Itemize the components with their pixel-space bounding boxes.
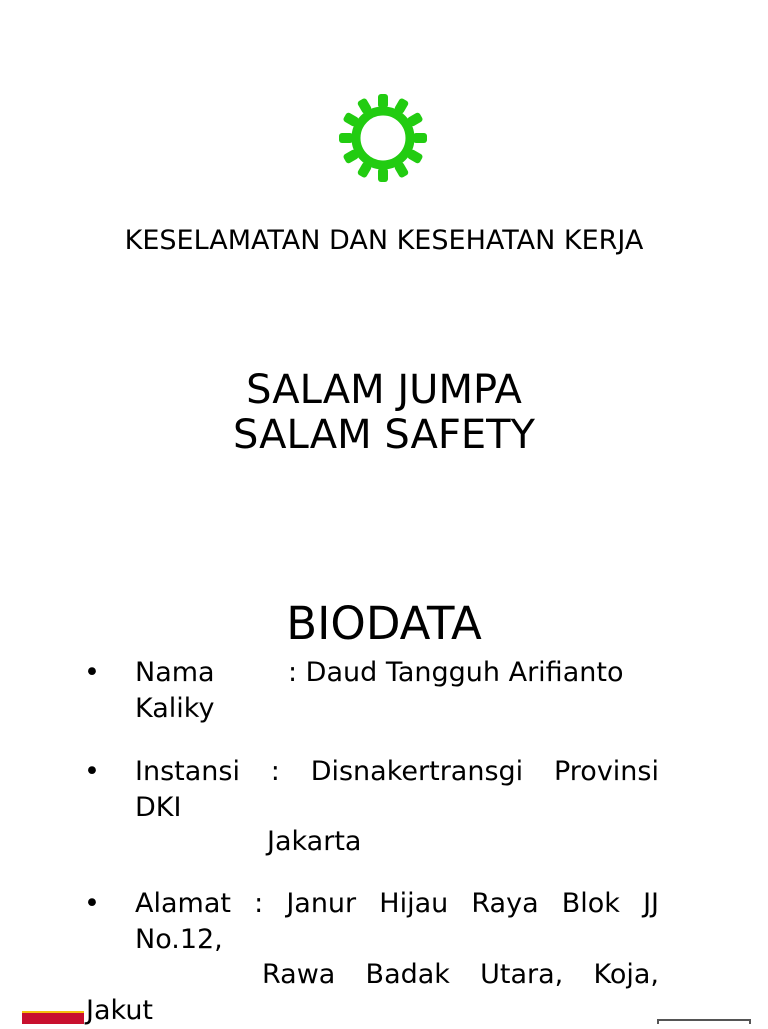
instansi-word: Provinsi [553,756,659,787]
instansi-word: Instansi [135,756,240,787]
alamat-line-4: Jakut [86,995,154,1026]
bullet-nama: • [84,657,100,688]
alamat-line-2: No.12, [135,924,223,955]
instansi-line-1 [135,754,659,790]
nama-value: : Daud Tangguh Arifianto [288,657,624,688]
alamat-word: Hijau [379,888,449,919]
instansi-line-2: DKI [135,792,182,823]
alamat-word: Koja, [593,959,659,990]
nama-value-cont: Kaliky [135,693,215,724]
bullet-instansi: • [84,756,100,787]
biodata-title: BIODATA [286,597,482,650]
alamat-word: Raya [471,888,539,919]
alamat-word: Blok [561,888,620,919]
instansi-word: : [270,756,280,787]
alamat-word: Alamat [135,888,231,919]
instansi-word: Disnakertransgi [310,756,524,787]
document-subtitle: KESELAMATAN DAN KESEHATAN KERJA [124,225,644,256]
footer-logo-strip [22,1011,84,1024]
alamat-word: Janur [286,888,357,919]
instansi-line-3: Jakarta [267,826,362,857]
alamat-word: JJ [643,888,659,919]
greeting-line-2: SALAM SAFETY [233,412,535,458]
greeting-line-1: SALAM JUMPA [246,367,522,413]
nama-label: Nama [135,657,215,688]
footer-frame [657,1019,751,1024]
alamat-word: : [254,888,264,919]
alamat-word: Rawa [262,959,336,990]
alamat-line-3 [262,957,659,993]
bullet-alamat: • [84,888,100,919]
alamat-word: Utara, [480,959,564,990]
alamat-word: Badak [365,959,450,990]
alamat-line-1 [135,886,659,922]
